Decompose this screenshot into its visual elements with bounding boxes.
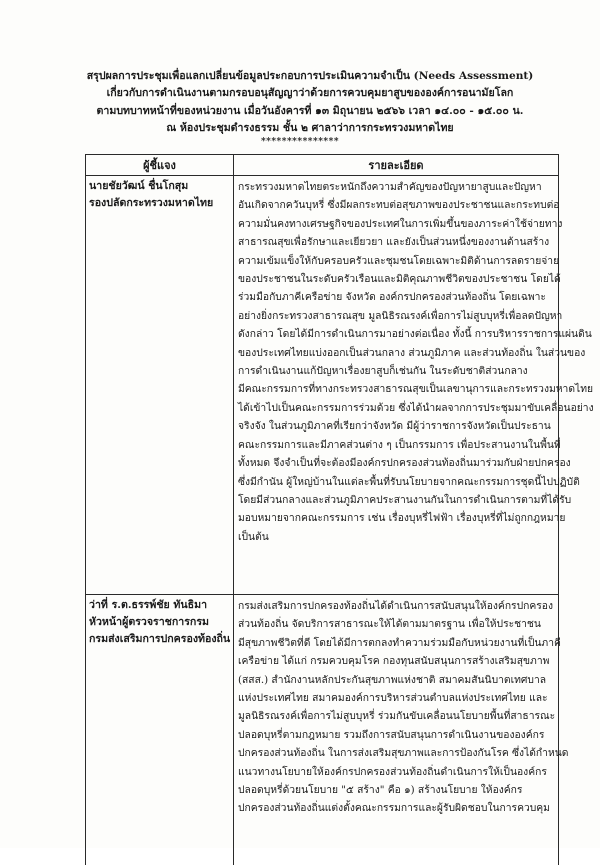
table-row: [86, 176, 559, 595]
detail-line: ปกครองส่วนท้องถิ่น ในการส่งเสริมสุขภาพและการป้องกันโรค ซึ่งได้กำหนด: [238, 744, 554, 762]
detail-text: [234, 595, 558, 818]
detail-line: ทั้งหมด จึงจำเป็นที่จะต้องมีองค์กรปกครองส่วนท้องถิ่นมาร่วมกับฝ่ายปกครอง: [238, 454, 554, 472]
speaker-position: หัวหน้าผู้ตรวจราชการกรม: [89, 614, 233, 631]
detail-line: กรมส่งเสริมการปกครองท้องถิ่นได้ดำเนินการสนับสนุนให้องค์กรปกครอง: [238, 597, 554, 615]
summary-table: [85, 154, 559, 865]
detail-line: สาธารณสุขเพื่อรักษาและเยียวยา และยังเป็นส่วนหนึ่งของงานด้านสร้าง: [238, 233, 554, 251]
column-header-speaker: ผู้ชี้แจง: [86, 155, 234, 176]
speaker-cell: [86, 595, 234, 865]
speaker-position: รองปลัดกระทรวงมหาดไทย: [89, 195, 233, 212]
detail-text: [234, 176, 558, 546]
detail-line: ปลอดบุหรี่ด้วยนโยบาย "๕ สร้าง" คือ ๑) สร้างนโยบาย ให้องค์กร: [238, 781, 554, 799]
detail-line: ร่วมมือกับภาคีเครือข่าย จังหวัด องค์กรปกครองส่วนท้องถิ่น โดยเฉพาะ: [238, 288, 554, 306]
header-line-3: ตามบทบาทหน้าที่ของหน่วยงาน เมื่อวันอังคารที่ ๑๓ มิถุนายน ๒๕๖๖ เวลา ๑๔.๐๐ - ๑๕.๐๐ น.: [60, 103, 560, 120]
detail-line: มูลนิธิรณรงค์เพื่อการไม่สูบบุหรี่ ร่วมกันขับเคลื่อนนโยบายพื้นที่สาธารณะ: [238, 707, 554, 725]
detail-line: อันเกิดจากควันบุหรี่ ซึ่งมีผลกระทบต่อสุขภาพของประชาชนและกระทบต่อ: [238, 196, 554, 214]
detail-line: จริงจัง ในส่วนภูมิภาคที่เรียกว่าจังหวัด มีผู้ว่าราชการจังหวัดเป็นประธาน: [238, 417, 554, 435]
detail-line: ได้เข้าไปเป็นคณะกรรมการร่วมด้วย ซึ่งได้นำผลจากการประชุมมาขับเคลื่อนอย่าง: [238, 399, 554, 417]
detail-cell: [234, 176, 559, 595]
detail-line: เครือข่าย ได้แก่ กรมควบคุมโรค กองทุนสนับสนุนการสร้างเสริมสุขภาพ: [238, 652, 554, 670]
speaker-department: กรมส่งเสริมการปกครองท้องถิ่น: [89, 631, 233, 648]
detail-line: อย่างยิ่งกระทรวงสาธารณสุข มูลนิธิรณรงค์เพื่อการไม่สูบบุหรี่เพื่อลดปัญหา: [238, 307, 554, 325]
detail-line: ปกครองส่วนท้องถิ่นแต่งตั้งคณะกรรมการและผู้รับผิดชอบในการควบคุม: [238, 799, 554, 817]
table-header-row: [86, 155, 559, 176]
detail-line: ดังกล่าว โดยได้มีการดำเนินการมาอย่างต่อเนื่อง ทั้งนี้ การบริหารราชการแผ่นดิน: [238, 325, 554, 343]
detail-line: แนวทางนโยบายให้องค์กรปกครองส่วนท้องถิ่นดำเนินการให้เป็นองค์กร: [238, 763, 554, 781]
detail-line: มอบหมายจากคณะกรรมการ เช่น เรื่องบุหรี่ไฟฟ้า เรื่องบุหรี่ที่ไม่ถูกกฎหมาย: [238, 509, 554, 527]
speaker-name: นายชัยวัฒน์ ชื่นโกสุม: [89, 178, 233, 195]
detail-line: (สสส.) สำนักงานหลักประกันสุขภาพแห่งชาติ สมาคมสันนิบาตเทศบาล: [238, 671, 554, 689]
column-header-detail: รายละเอียด: [234, 155, 559, 176]
header-line-2: เกี่ยวกับการดำเนินงานตามกรอบอนุสัญญาว่าด้วยการควบคุมยาสูบขององค์การอนามัยโลก: [60, 85, 560, 102]
detail-line: มีคณะกรรมการที่ทางกระทรวงสาธารณสุขเป็นเลขานุการและกระทรวงมหาดไทย: [238, 380, 554, 398]
detail-line: กระทรวงมหาดไทยตระหนักถึงความสำคัญของปัญหายาสูบและปัญหา: [238, 178, 554, 196]
detail-line: ส่วนท้องถิ่น จัดบริการสาธารณะให้ได้ตามมาตรฐาน เพื่อให้ประชาชน: [238, 615, 554, 633]
header-line-4: ณ ห้องประชุมดำรงธรรม ชั้น ๒ ศาลาว่าการกระทรวงมหาดไทย: [60, 120, 560, 137]
detail-line: ความมั่นคงทางเศรษฐกิจของประเทศในการเพิ่มขึ้นของภาระค่าใช้จ่ายทาง: [238, 215, 554, 233]
detail-line: คณะกรรมการและมีภาคส่วนต่าง ๆ เป็นกรรมการ เพื่อประสานงานในพื้นที่: [238, 436, 554, 454]
detail-line: ของประชาชนในระดับครัวเรือนและมิติคุณภาพชีวิตของประชาชน โดยได้: [238, 270, 554, 288]
detail-line: ความเข้มแข็งให้กับครอบครัวและชุมชนโดยเฉพาะมิติด้านการลดรายจ่าย: [238, 252, 554, 270]
speaker-name: ว่าที่ ร.ต.ธรรพ์ชัย ทันธิมา: [89, 597, 233, 614]
detail-line: โดยมีส่วนกลางและส่วนภูมิภาคประสานงานกันในการดำเนินการตามที่ได้รับ: [238, 491, 554, 509]
detail-line: แห่งประเทศไทย สมาคมองค์การบริหารส่วนตำบลแห่งประเทศไทย และ: [238, 689, 554, 707]
document-header: [60, 68, 560, 138]
detail-line: ซึ่งมีกำนัน ผู้ใหญ่บ้านในแต่ละพื้นที่รับนโยบายจากคณะกรรมการชุดนี้ไปปฏิบัติ: [238, 473, 554, 491]
detail-line: มีสุขภาพชีวิตที่ดี โดยได้มีการตกลงทำความร่วมมือกับหน่วยงานที่เป็นภาคี: [238, 634, 554, 652]
detail-line: การดำเนินงานแก้ปัญหาเรื่องยาสูบก็เช่นกัน ในระดับชาติส่วนกลาง: [238, 362, 554, 380]
detail-line: ของประเทศไทยแบ่งออกเป็นส่วนกลาง ส่วนภูมิภาค และส่วนท้องถิ่น ในส่วนของ: [238, 344, 554, 362]
detail-line: เป็นต้น: [238, 528, 554, 546]
detail-line: ปลอดบุหรี่ตามกฎหมาย รวมถึงการสนับสนุนการดำเนินงานขององค์กร: [238, 726, 554, 744]
speaker-cell: [86, 176, 234, 595]
table-row: [86, 595, 559, 865]
detail-cell: [234, 595, 559, 865]
header-line-1: สรุปผลการประชุมเพื่อแลกเปลี่ยนข้อมูลประกอบการประเมินความจำเป็น (Needs Assessment): [60, 68, 560, 85]
header-separator: ***************: [0, 137, 600, 147]
